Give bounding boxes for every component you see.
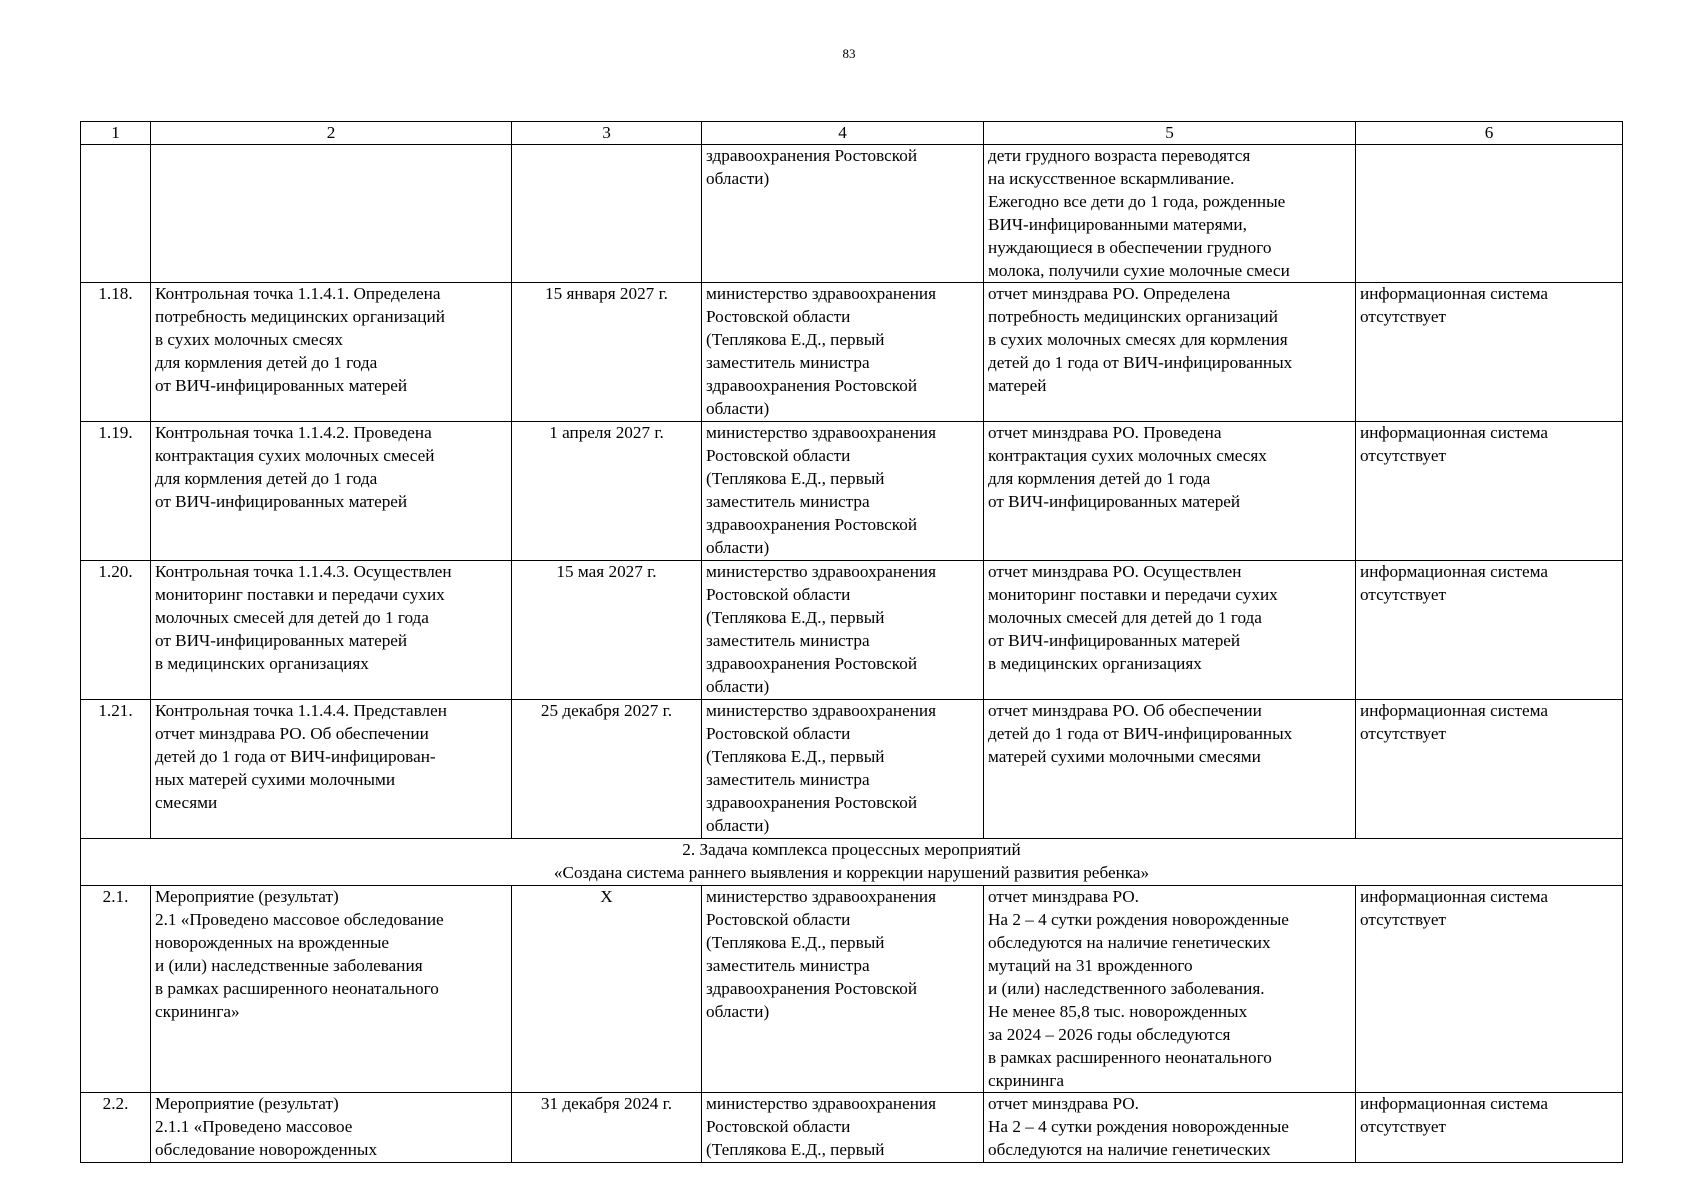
responsible-line: (Теплякова Е.Д., первый xyxy=(706,933,885,953)
deadline-cell: 1 апреля 2027 г. xyxy=(512,422,702,561)
result-line: отчет минздрава РО. xyxy=(988,1094,1139,1114)
row-number xyxy=(81,145,151,283)
measure-name-line: контрактация сухих молочных смесей xyxy=(155,446,435,466)
measure-name-line: потребность медицинских организаций xyxy=(155,307,445,327)
column-header: 1 xyxy=(81,122,151,145)
measure-name-line: смесями xyxy=(155,793,218,813)
result-line: от ВИЧ-инфицированных матерей xyxy=(988,631,1241,651)
measure-name-line: Контрольная точка 1.1.4.3. Осуществлен xyxy=(155,562,452,582)
result-line: скрининга xyxy=(988,1070,1065,1090)
info-system-cell xyxy=(1356,561,1623,700)
result-line: Не менее 85,8 тыс. новорожденных xyxy=(988,1001,1248,1021)
responsible-line: здравоохранения Ростовской xyxy=(706,793,918,813)
column-header: 5 xyxy=(984,122,1356,145)
responsible-line: заместитель министра xyxy=(706,492,870,512)
responsible-line: (Теплякова Е.Д., первый xyxy=(706,747,885,767)
measure-name-cell xyxy=(151,700,512,839)
result-line: и (или) наследственного заболевания. xyxy=(988,978,1265,998)
table-row xyxy=(81,886,1623,1093)
deadline-cell xyxy=(512,145,702,283)
result-cell xyxy=(984,886,1356,1093)
responsible-line: заместитель министра xyxy=(706,631,870,651)
measure-name-cell xyxy=(151,283,512,422)
section-heading-line: «Создана система раннего выявления и коррекции нарушений развития ребенка» xyxy=(553,863,1150,883)
table-row xyxy=(81,561,1623,700)
responsible-line: области) xyxy=(706,537,770,557)
responsible-line: Ростовской области xyxy=(706,307,851,327)
result-line: за 2024 – 2026 годы обследуются xyxy=(988,1024,1231,1044)
responsible-line: здравоохранения Ростовской xyxy=(706,978,918,998)
measure-name-line: от ВИЧ-инфицированных матерей xyxy=(155,631,408,651)
measure-name-line: 2.1.1 «Проведено массовое xyxy=(155,1117,353,1137)
info-system-line: отсутствует xyxy=(1360,307,1446,327)
info-system-cell xyxy=(1356,422,1623,561)
measure-name-line: Мероприятие (результат) xyxy=(155,1094,339,1114)
result-line: На 2 – 4 сутки рождения новорожденные xyxy=(988,910,1289,930)
responsible-line: здравоохранения Ростовской xyxy=(706,654,918,674)
row-number: 1.20. xyxy=(81,561,151,700)
measure-name-line: детей до 1 года от ВИЧ-инфицирован- xyxy=(155,747,436,767)
column-header: 3 xyxy=(512,122,702,145)
result-line: матерей сухими молочными смесями xyxy=(988,747,1261,767)
info-system-cell xyxy=(1356,145,1623,283)
column-header: 4 xyxy=(702,122,984,145)
result-line: на искусственное вскармливание. xyxy=(988,168,1235,188)
responsible-cell xyxy=(702,283,984,422)
row-number: 1.21. xyxy=(81,700,151,839)
result-line: в рамках расширенного неонатального xyxy=(988,1047,1272,1067)
responsible-line: заместитель министра xyxy=(706,353,870,373)
responsible-line: заместитель министра xyxy=(706,955,870,975)
result-line: обследуются на наличие генетических xyxy=(988,1140,1271,1160)
responsible-cell xyxy=(702,700,984,839)
result-line: отчет минздрава РО. Проведена xyxy=(988,423,1222,443)
result-cell xyxy=(984,145,1356,283)
info-system-cell xyxy=(1356,283,1623,422)
responsible-line: здравоохранения Ростовской xyxy=(706,515,918,535)
result-line: молочных смесей для детей до 1 года xyxy=(988,608,1262,628)
measure-name-line: мониторинг поставки и передачи сухих xyxy=(155,585,445,605)
responsible-line: области) xyxy=(706,168,770,188)
measure-name-line: от ВИЧ-инфицированных матерей xyxy=(155,492,408,512)
result-cell xyxy=(984,561,1356,700)
responsible-cell xyxy=(702,561,984,700)
section-heading-row xyxy=(81,839,1623,886)
responsible-line: министерство здравоохранения xyxy=(706,1094,937,1114)
info-system-line: информационная система xyxy=(1360,701,1549,721)
measure-name-cell xyxy=(151,886,512,1093)
info-system-line: информационная система xyxy=(1360,562,1549,582)
responsible-line: Ростовской области xyxy=(706,1117,851,1137)
column-header: 2 xyxy=(151,122,512,145)
result-line: для кормления детей до 1 года xyxy=(988,469,1211,489)
responsible-line: заместитель министра xyxy=(706,770,870,790)
info-system-line: отсутствует xyxy=(1360,1117,1446,1137)
result-line: молока, получили сухие молочные смеси xyxy=(988,260,1290,280)
responsible-line: (Теплякова Е.Д., первый xyxy=(706,330,885,350)
responsible-line: министерство здравоохранения xyxy=(706,701,937,721)
row-number: 1.18. xyxy=(81,283,151,422)
measure-name-line: Контрольная точка 1.1.4.4. Представлен xyxy=(155,701,447,721)
result-line: детей до 1 года от ВИЧ-инфицированных xyxy=(988,353,1293,373)
result-line: потребность медицинских организаций xyxy=(988,307,1278,327)
result-line: отчет минздрава РО. xyxy=(988,887,1139,907)
measure-name-line: новорожденных на врожденные xyxy=(155,933,390,953)
responsible-line: Ростовской области xyxy=(706,910,851,930)
result-cell xyxy=(984,700,1356,839)
measure-name-line: отчет минздрава РО. Об обеспечении xyxy=(155,724,429,744)
responsible-line: (Теплякова Е.Д., первый xyxy=(706,608,885,628)
measure-name-line: в медицинских организациях xyxy=(155,654,369,674)
row-number: 2.2. xyxy=(81,1093,151,1163)
responsible-line: области) xyxy=(706,398,770,418)
info-system-cell xyxy=(1356,886,1623,1093)
result-line: матерей xyxy=(988,376,1047,396)
result-line: в сухих молочных смесях для кормления xyxy=(988,330,1288,350)
measure-name-line: для кормления детей до 1 года xyxy=(155,353,378,373)
info-system-cell xyxy=(1356,700,1623,839)
table-row xyxy=(81,283,1623,422)
responsible-line: Ростовской области xyxy=(706,724,851,744)
measure-name-line: для кормления детей до 1 года xyxy=(155,469,378,489)
deadline-cell: 15 января 2027 г. xyxy=(512,283,702,422)
result-line: отчет минздрава РО. Осуществлен xyxy=(988,562,1242,582)
info-system-line: отсутствует xyxy=(1360,724,1446,744)
deadline-cell: 15 мая 2027 г. xyxy=(512,561,702,700)
measure-name-cell xyxy=(151,561,512,700)
info-system-line: информационная система xyxy=(1360,1094,1549,1114)
responsible-line: министерство здравоохранения xyxy=(706,562,937,582)
measure-name-cell xyxy=(151,422,512,561)
info-system-line: информационная система xyxy=(1360,423,1549,443)
measure-name-line: скрининга» xyxy=(155,1001,240,1021)
section-heading xyxy=(81,839,1623,886)
result-line: детей до 1 года от ВИЧ-инфицированных xyxy=(988,724,1293,744)
responsible-line: области) xyxy=(706,815,770,835)
measure-name-line: молочных смесей для детей до 1 года xyxy=(155,608,429,628)
page-number: 83 xyxy=(842,46,856,61)
responsible-cell xyxy=(702,1093,984,1163)
responsible-line: министерство здравоохранения xyxy=(706,423,937,443)
deadline-cell: 25 декабря 2027 г. xyxy=(512,700,702,839)
responsible-cell xyxy=(702,886,984,1093)
column-header: 6 xyxy=(1356,122,1623,145)
info-system-cell xyxy=(1356,1093,1623,1163)
measure-name-line: в рамках расширенного неонатального xyxy=(155,978,439,998)
result-line: Ежегодно все дети до 1 года, рожденные xyxy=(988,191,1286,211)
result-cell xyxy=(984,283,1356,422)
result-line: ВИЧ-инфицированными матерями, xyxy=(988,214,1247,234)
measure-name-line: от ВИЧ-инфицированных матерей xyxy=(155,376,408,396)
responsible-line: области) xyxy=(706,676,770,696)
result-line: от ВИЧ-инфицированных матерей xyxy=(988,492,1241,512)
measure-name-cell xyxy=(151,145,512,283)
table-row xyxy=(81,700,1623,839)
responsible-line: Ростовской области xyxy=(706,585,851,605)
result-line: в медицинских организациях xyxy=(988,654,1202,674)
result-cell xyxy=(984,422,1356,561)
responsible-line: министерство здравоохранения xyxy=(706,284,937,304)
responsible-line: Ростовской области xyxy=(706,446,851,466)
result-line: мониторинг поставки и передачи сухих xyxy=(988,585,1278,605)
responsible-line: здравоохранения Ростовской xyxy=(706,146,918,165)
measure-name-line: и (или) наследственные заболевания xyxy=(155,955,423,975)
row-number: 1.19. xyxy=(81,422,151,561)
responsible-line: здравоохранения Ростовской xyxy=(706,376,918,396)
responsible-line: области) xyxy=(706,1001,770,1021)
info-system-line: отсутствует xyxy=(1360,446,1446,466)
table-row xyxy=(81,422,1623,561)
info-system-line: информационная система xyxy=(1360,284,1549,304)
result-line: На 2 – 4 сутки рождения новорожденные xyxy=(988,1117,1289,1137)
measure-name-line: ных матерей сухими молочными xyxy=(155,770,396,790)
result-line: отчет минздрава РО. Определена xyxy=(988,284,1231,304)
measure-name-line: 2.1 «Проведено массовое обследование xyxy=(155,910,444,930)
responsible-line: (Теплякова Е.Д., первый xyxy=(706,469,885,489)
result-line: обследуются на наличие генетических xyxy=(988,933,1271,953)
table-row xyxy=(81,1093,1623,1163)
measure-name-line: в сухих молочных смесях xyxy=(155,330,344,350)
responsible-cell xyxy=(702,145,984,283)
result-line: дети грудного возраста переводятся xyxy=(988,146,1251,165)
measure-name-line: Контрольная точка 1.1.4.2. Проведена xyxy=(155,423,432,443)
table-row xyxy=(81,145,1623,283)
measures-table xyxy=(80,121,1623,1163)
measure-name-line: Мероприятие (результат) xyxy=(155,887,339,907)
info-system-line: информационная система xyxy=(1360,887,1549,907)
info-system-line: отсутствует xyxy=(1360,585,1446,605)
responsible-cell xyxy=(702,422,984,561)
responsible-line: (Теплякова Е.Д., первый xyxy=(706,1140,885,1160)
measure-name-line: обследование новорожденных xyxy=(155,1140,378,1160)
result-cell xyxy=(984,1093,1356,1163)
responsible-line: министерство здравоохранения xyxy=(706,887,937,907)
section-heading-line: 2. Задача комплекса процессных мероприятий xyxy=(682,840,1021,860)
result-line: мутаций на 31 врожденного xyxy=(988,955,1193,975)
info-system-line: отсутствует xyxy=(1360,910,1446,930)
deadline-cell: 31 декабря 2024 г. xyxy=(512,1093,702,1163)
measure-name-line: Контрольная точка 1.1.4.1. Определена xyxy=(155,284,441,304)
result-line: контрактация сухих молочных смесях xyxy=(988,446,1267,466)
table-header-row xyxy=(81,122,1623,145)
result-line: отчет минздрава РО. Об обеспечении xyxy=(988,701,1262,721)
measure-name-cell xyxy=(151,1093,512,1163)
row-number: 2.1. xyxy=(81,886,151,1093)
result-line: нуждающиеся в обеспечении грудного xyxy=(988,237,1272,257)
deadline-cell: Х xyxy=(512,886,702,1093)
